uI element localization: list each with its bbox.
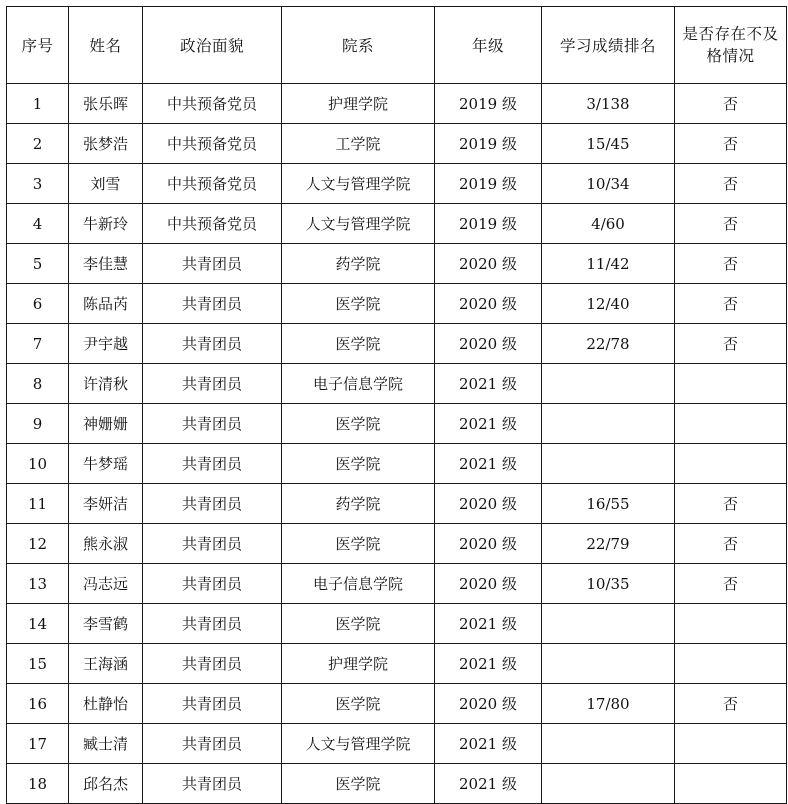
table-row [7, 164, 787, 204]
cell-department: 药学院 [282, 484, 435, 524]
cell-name: 神姗姗 [69, 404, 143, 444]
cell-political-status: 共青团员 [143, 324, 282, 364]
table-row [7, 684, 787, 724]
cell-political-status: 共青团员 [143, 764, 282, 804]
cell-political-status: 共青团员 [143, 724, 282, 764]
table-row [7, 84, 787, 124]
cell-name: 李雪鹤 [69, 604, 143, 644]
cell-grade: 2020 级 [435, 324, 542, 364]
cell-department: 医学院 [282, 444, 435, 484]
header-cell-grade: 年级 [435, 7, 542, 84]
table-row [7, 444, 787, 484]
cell-department: 医学院 [282, 324, 435, 364]
cell-ranking: 11/42 [542, 244, 675, 284]
cell-ranking: 15/45 [542, 124, 675, 164]
cell-political-status: 共青团员 [143, 484, 282, 524]
cell-ranking [542, 444, 675, 484]
cell-index: 6 [7, 284, 69, 324]
cell-grade: 2019 级 [435, 204, 542, 244]
cell-index: 2 [7, 124, 69, 164]
cell-index: 3 [7, 164, 69, 204]
cell-grade: 2019 级 [435, 164, 542, 204]
cell-ranking: 4/60 [542, 204, 675, 244]
cell-failing-status [675, 444, 787, 484]
cell-failing-status: 否 [675, 84, 787, 124]
cell-political-status: 共青团员 [143, 244, 282, 284]
cell-index: 15 [7, 644, 69, 684]
table-row [7, 484, 787, 524]
cell-index: 17 [7, 724, 69, 764]
cell-ranking [542, 364, 675, 404]
cell-department: 护理学院 [282, 84, 435, 124]
cell-failing-status [675, 364, 787, 404]
cell-ranking [542, 404, 675, 444]
cell-index: 13 [7, 564, 69, 604]
table-row [7, 284, 787, 324]
cell-department: 人文与管理学院 [282, 204, 435, 244]
cell-name: 臧士清 [69, 724, 143, 764]
cell-failing-status [675, 404, 787, 444]
cell-index: 5 [7, 244, 69, 284]
cell-ranking: 10/35 [542, 564, 675, 604]
header-cell-name: 姓名 [69, 7, 143, 84]
cell-index: 7 [7, 324, 69, 364]
cell-political-status: 中共预备党员 [143, 164, 282, 204]
cell-department: 护理学院 [282, 644, 435, 684]
cell-failing-status [675, 724, 787, 764]
cell-grade: 2020 级 [435, 484, 542, 524]
cell-political-status: 共青团员 [143, 284, 282, 324]
cell-ranking: 22/78 [542, 324, 675, 364]
cell-name: 张乐晖 [69, 84, 143, 124]
header-row [7, 7, 787, 84]
cell-political-status: 共青团员 [143, 604, 282, 644]
cell-grade: 2020 级 [435, 524, 542, 564]
cell-name: 牛新玲 [69, 204, 143, 244]
cell-department: 药学院 [282, 244, 435, 284]
cell-ranking: 17/80 [542, 684, 675, 724]
cell-index: 18 [7, 764, 69, 804]
cell-failing-status: 否 [675, 484, 787, 524]
cell-department: 医学院 [282, 284, 435, 324]
cell-name: 熊永淑 [69, 524, 143, 564]
cell-ranking: 10/34 [542, 164, 675, 204]
cell-index: 4 [7, 204, 69, 244]
cell-name: 陈品芮 [69, 284, 143, 324]
cell-grade: 2021 级 [435, 444, 542, 484]
cell-political-status: 中共预备党员 [143, 204, 282, 244]
cell-department: 人文与管理学院 [282, 164, 435, 204]
header-cell-department: 院系 [282, 7, 435, 84]
table-body [7, 84, 787, 804]
table-row [7, 644, 787, 684]
header-cell-failing-status: 是否存在不及格情况 [675, 7, 787, 84]
cell-political-status: 中共预备党员 [143, 124, 282, 164]
cell-grade: 2021 级 [435, 364, 542, 404]
cell-grade: 2020 级 [435, 684, 542, 724]
table-row [7, 124, 787, 164]
cell-political-status: 共青团员 [143, 684, 282, 724]
header-cell-political-status: 政治面貌 [143, 7, 282, 84]
cell-department: 医学院 [282, 764, 435, 804]
cell-name: 张梦浩 [69, 124, 143, 164]
cell-political-status: 共青团员 [143, 644, 282, 684]
cell-political-status: 中共预备党员 [143, 84, 282, 124]
cell-department: 电子信息学院 [282, 564, 435, 604]
cell-failing-status: 否 [675, 684, 787, 724]
table-row [7, 564, 787, 604]
cell-failing-status: 否 [675, 284, 787, 324]
cell-index: 1 [7, 84, 69, 124]
table-row [7, 764, 787, 804]
cell-name: 刘雪 [69, 164, 143, 204]
student-roster-table [6, 6, 787, 804]
cell-failing-status: 否 [675, 524, 787, 564]
cell-failing-status: 否 [675, 564, 787, 604]
cell-index: 11 [7, 484, 69, 524]
cell-ranking [542, 604, 675, 644]
cell-name: 杜静怡 [69, 684, 143, 724]
cell-political-status: 共青团员 [143, 524, 282, 564]
cell-failing-status: 否 [675, 124, 787, 164]
table-row [7, 604, 787, 644]
cell-index: 12 [7, 524, 69, 564]
cell-ranking [542, 644, 675, 684]
cell-name: 邱名杰 [69, 764, 143, 804]
cell-failing-status [675, 604, 787, 644]
table-row [7, 244, 787, 284]
header-cell-index: 序号 [7, 7, 69, 84]
table-row [7, 524, 787, 564]
cell-grade: 2019 级 [435, 124, 542, 164]
cell-grade: 2020 级 [435, 564, 542, 604]
cell-failing-status [675, 764, 787, 804]
cell-grade: 2021 级 [435, 604, 542, 644]
cell-name: 李佳慧 [69, 244, 143, 284]
cell-index: 14 [7, 604, 69, 644]
cell-department: 电子信息学院 [282, 364, 435, 404]
cell-grade: 2021 级 [435, 724, 542, 764]
cell-ranking: 16/55 [542, 484, 675, 524]
cell-name: 尹宇越 [69, 324, 143, 364]
cell-political-status: 共青团员 [143, 444, 282, 484]
cell-department: 工学院 [282, 124, 435, 164]
cell-ranking [542, 724, 675, 764]
cell-department: 医学院 [282, 684, 435, 724]
table-row [7, 724, 787, 764]
cell-name: 李妍洁 [69, 484, 143, 524]
cell-failing-status: 否 [675, 244, 787, 284]
table-row [7, 324, 787, 364]
cell-name: 许清秋 [69, 364, 143, 404]
cell-department: 医学院 [282, 524, 435, 564]
cell-failing-status: 否 [675, 324, 787, 364]
cell-index: 8 [7, 364, 69, 404]
cell-index: 16 [7, 684, 69, 724]
cell-grade: 2021 级 [435, 764, 542, 804]
cell-index: 9 [7, 404, 69, 444]
table-row [7, 404, 787, 444]
cell-index: 10 [7, 444, 69, 484]
table-header [7, 7, 787, 84]
cell-ranking: 3/138 [542, 84, 675, 124]
cell-ranking [542, 764, 675, 804]
cell-grade: 2020 级 [435, 284, 542, 324]
header-cell-ranking: 学习成绩排名 [542, 7, 675, 84]
cell-failing-status: 否 [675, 164, 787, 204]
table-row [7, 364, 787, 404]
cell-grade: 2021 级 [435, 404, 542, 444]
cell-grade: 2021 级 [435, 644, 542, 684]
cell-political-status: 共青团员 [143, 364, 282, 404]
cell-ranking: 22/79 [542, 524, 675, 564]
cell-name: 王海涵 [69, 644, 143, 684]
cell-grade: 2020 级 [435, 244, 542, 284]
cell-political-status: 共青团员 [143, 404, 282, 444]
table-row [7, 204, 787, 244]
cell-grade: 2019 级 [435, 84, 542, 124]
cell-department: 人文与管理学院 [282, 724, 435, 764]
cell-failing-status: 否 [675, 204, 787, 244]
cell-failing-status [675, 644, 787, 684]
cell-name: 冯志远 [69, 564, 143, 604]
cell-political-status: 共青团员 [143, 564, 282, 604]
cell-ranking: 12/40 [542, 284, 675, 324]
cell-name: 牛梦瑶 [69, 444, 143, 484]
cell-department: 医学院 [282, 404, 435, 444]
cell-department: 医学院 [282, 604, 435, 644]
